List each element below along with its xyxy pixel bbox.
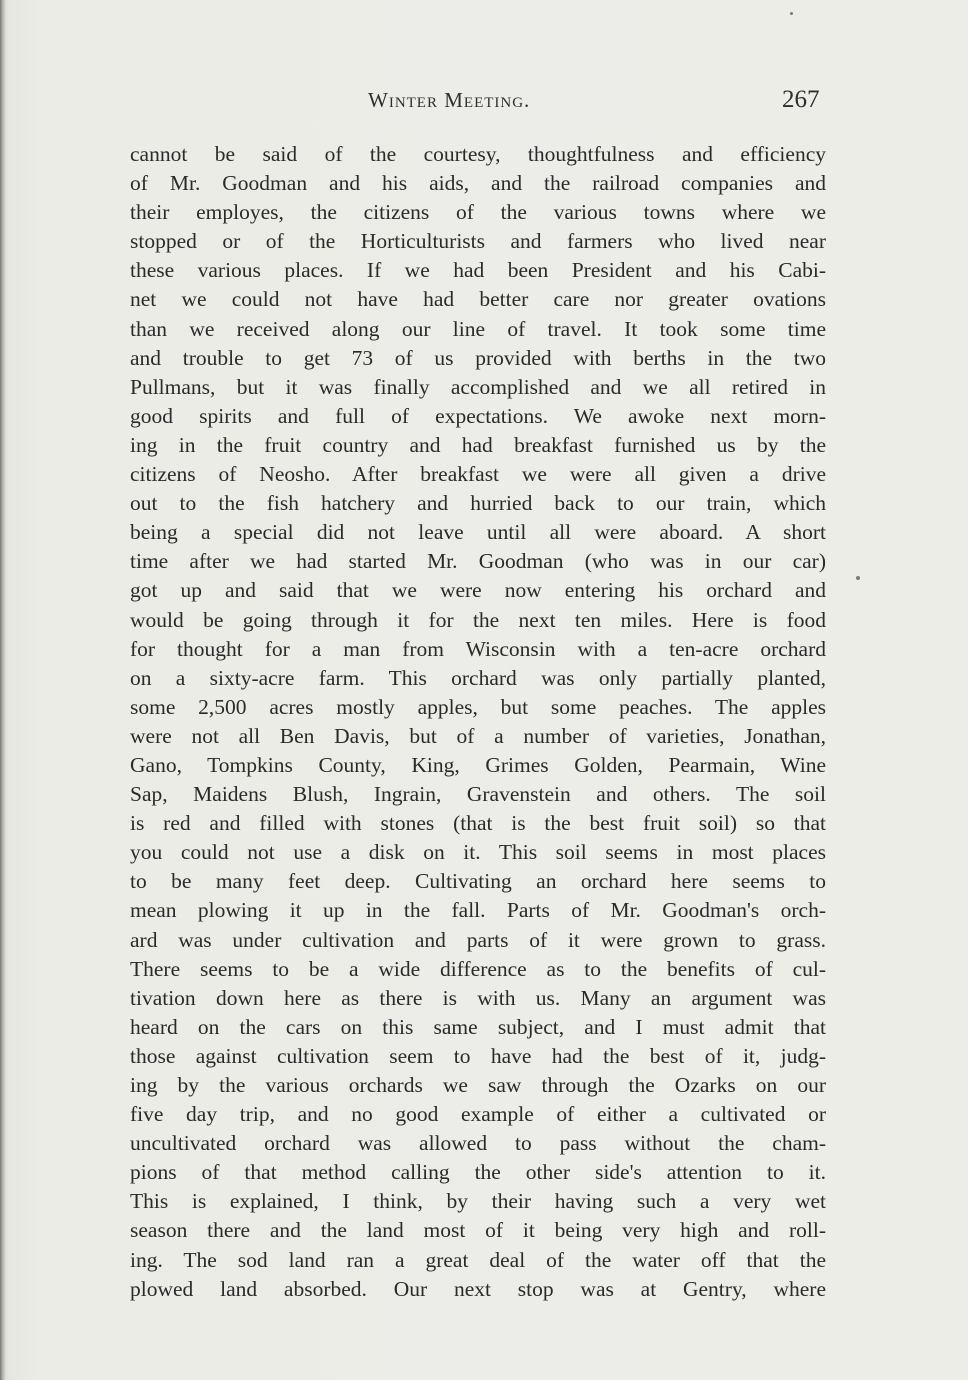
text-line: ing. The sod land ran a great deal of the water off that the — [130, 1247, 826, 1272]
text-line: is red and filled with stones (that is the best fruit soil) so that — [130, 811, 826, 836]
text-line: got up and said that we were now entering his orchard and — [130, 578, 826, 603]
running-header-title: Winter Meeting. — [368, 88, 531, 112]
text-line: Sap, Maidens Blush, Ingrain, Gravenstein and others. The soil — [130, 782, 826, 807]
text-line: for thought for a man from Wisconsin with a ten-acre orchard — [130, 636, 826, 661]
text-line: you could not use a disk on it. This soil seems in most places — [130, 840, 826, 865]
text-line: good spirits and full of expectations. We awoke next morn- — [130, 403, 826, 428]
body-text — [130, 140, 826, 1304]
specks-mark — [790, 12, 793, 15]
text-line: plowed land absorbed. Our next stop was at Gentry, where — [130, 1276, 826, 1301]
text-line: were not all Ben Davis, but of a number of varieties, Jonathan, — [130, 723, 826, 748]
text-line: ing by the various orchards we saw through the Ozarks on our — [130, 1073, 826, 1097]
text-line: out to the fish hatchery and hurried back to our train, which — [130, 491, 826, 516]
text-line: season there and the land most of it being very high and roll- — [130, 1218, 826, 1243]
specks-mark — [856, 576, 860, 580]
text-line: ing in the fruit country and had breakfast furnished us by the — [130, 432, 826, 457]
text-line: being a special did not leave until all were aboard. A short — [130, 520, 826, 545]
text-line: five day trip, and no good example of either a cultivated or — [130, 1102, 826, 1127]
text-line: their employes, the citizens of the various towns where we — [130, 200, 826, 225]
text-line: This is explained, I think, by their having such a very wet — [130, 1189, 826, 1214]
text-line: and trouble to get 73 of us provided with berths in the two — [130, 345, 826, 370]
text-line: net we could not have had better care nor greater ovations — [130, 287, 826, 312]
text-line: Gano, Tompkins County, King, Grimes Golden, Pearmain, Wine — [130, 752, 826, 777]
text-line: would be going through it for the next ten miles. Here is food — [130, 607, 826, 632]
page-binding-edge — [0, 0, 6, 1380]
text-line: uncultivated orchard was allowed to pass without the cham- — [130, 1131, 826, 1156]
text-line: tivation down here as there is with us. Many an argument was — [130, 985, 826, 1010]
text-line: mean plowing it up in the fall. Parts of Mr. Goodman's orch- — [130, 898, 826, 923]
text-line: than we received along our line of travel. It took some time — [130, 316, 826, 341]
text-line: time after we had started Mr. Goodman (who was in our car) — [130, 549, 826, 574]
text-line: those against cultivation seem to have had the best of it, judg- — [130, 1043, 826, 1068]
text-line: pions of that method calling the other side's attention to it. — [130, 1160, 826, 1185]
text-line: stopped or of the Horticulturists and farmers who lived near — [130, 229, 826, 254]
text-line: citizens of Neosho. After breakfast we were all given a drive — [130, 462, 826, 487]
text-line: on a sixty-acre farm. This orchard was only partially planted, — [130, 665, 826, 690]
text-line: cannot be said of the courtesy, thoughtfulness and efficiency — [130, 142, 826, 166]
text-line: of Mr. Goodman and his aids, and the railroad companies and — [130, 171, 826, 196]
page-number: 267 — [782, 86, 820, 113]
text-line: some 2,500 acres mostly apples, but some peaches. The apples — [130, 694, 826, 719]
text-line: ard was under cultivation and parts of it were grown to grass. — [130, 927, 826, 952]
text-line: to be many feet deep. Cultivating an orchard here seems to — [130, 869, 826, 894]
text-line: heard on the cars on this same subject, and I must admit that — [130, 1014, 826, 1039]
text-line: Pullmans, but it was finally accomplished and we all retired in — [130, 374, 826, 399]
text-line: these various places. If we had been President and his Cabi- — [130, 258, 826, 283]
text-line: There seems to be a wide difference as to the benefits of cul- — [130, 956, 826, 981]
